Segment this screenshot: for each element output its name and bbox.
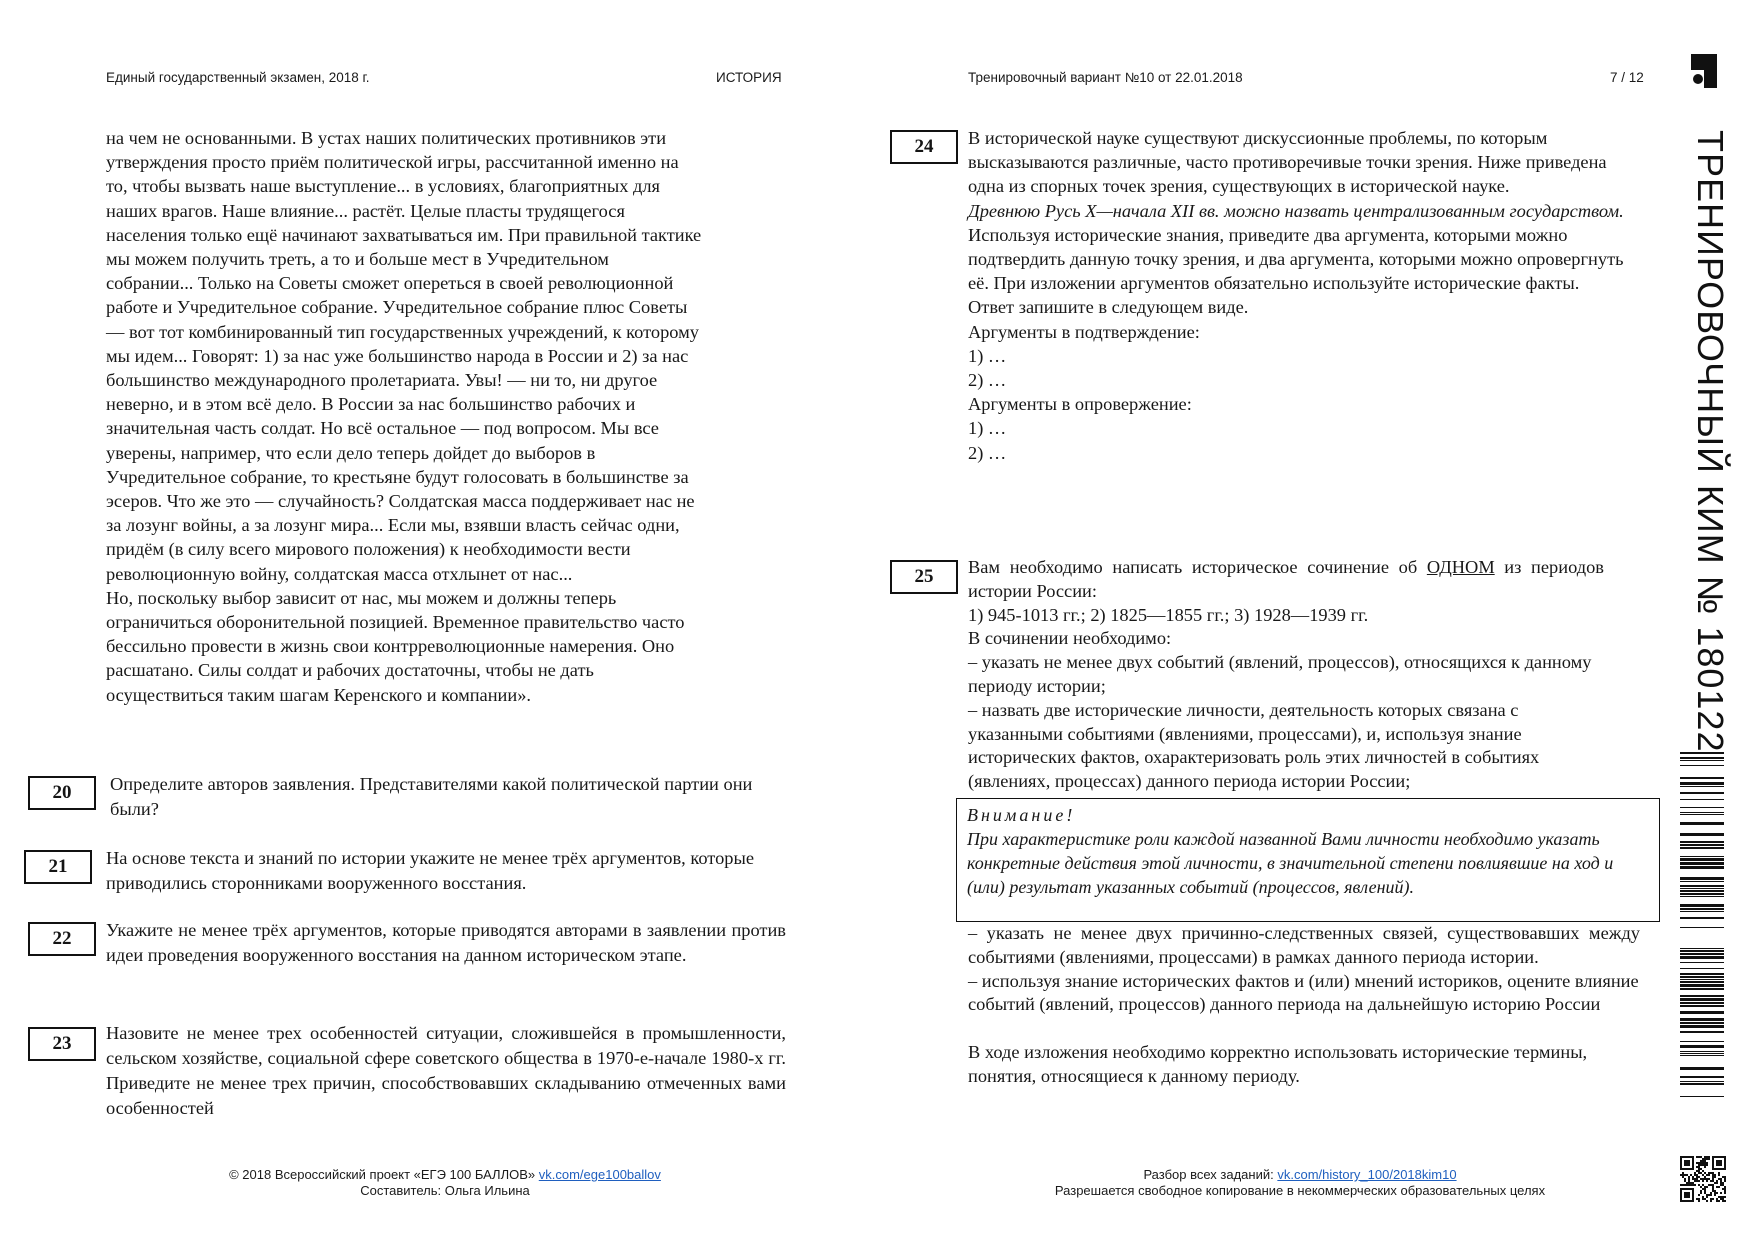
- question-25-number-box: 25: [890, 560, 958, 594]
- question-23-body: Назовите не менее трех особенностей ситуации, сложившейся в промышленности, сельском хозяйстве, социальной сфере советского общества в 1970-е-начале 1980-х гг. Приведите не менее трех причин, способствовавших складыванию отмеченных вами особенностей: [106, 1023, 786, 1118]
- question-22-body: Укажите не менее трёх аргументов, которые приводятся авторами в заявлении против идеи проведения вооруженного восстания на данном историческом этапе.: [106, 920, 786, 965]
- attention-note-box: [956, 798, 1660, 922]
- question-20-number-box: 20: [28, 776, 96, 810]
- source-line: значительная часть солдат. Но всё остальное — под вопросом. Мы все: [106, 418, 659, 439]
- footer-right-link[interactable]: vk.com/history_100/2018kim10: [1277, 1167, 1457, 1182]
- source-line: революционную войну, солдатская масса отхлынет от нас...: [106, 563, 573, 584]
- corner-marker-icon: [1690, 54, 1718, 90]
- question-25-intro-end: из периодов истории России:: [968, 557, 1604, 601]
- source-line: большинство международного пролетариата. Увы! — ни то, ни другое: [106, 370, 658, 391]
- source-line: неверно, и в этом всё дело. В России за нас большинство рабочих и: [106, 394, 636, 415]
- question-25-required: В сочинении необходимо:: [968, 628, 1172, 649]
- question-24-confirm-label: Аргументы в подтверждение:: [968, 321, 1200, 342]
- question-20-text: Определите авторов заявления. Представителями какой политической партии они были?: [110, 774, 753, 819]
- source-line: бессильно провести в жизнь свои контрреволюционные намерения. Оно: [106, 636, 675, 657]
- header-variant: Тренировочный вариант №10 от 22.01.2018: [968, 70, 1243, 85]
- header-exam-title: Единый государственный экзамен, 2018 г.: [106, 70, 370, 85]
- footer-left: [200, 1167, 690, 1199]
- question-25-closing: В ходе изложения необходимо корректно использовать исторические термины, понятия, относящиеся к данному периоду.: [968, 1042, 1588, 1086]
- source-line: Но, поскольку выбор зависит от нас, мы можем и должны теперь: [106, 587, 617, 608]
- footer-left-link[interactable]: vk.com/ege100ballov: [538, 1167, 661, 1182]
- question-25-periods: 1) 945-1013 гг.; 2) 1825—1855 гг.; 3) 1928—1939 гг.: [968, 604, 1369, 625]
- footer-right: [1020, 1167, 1580, 1199]
- question-25-continued: [968, 922, 1640, 1089]
- question-24-number-box: 24: [890, 130, 958, 164]
- question-22-text: [106, 918, 786, 968]
- attention-note-text: При характеристике роли каждой названной Вами личности необходимо указать конкретные действия этой личности, в значительной степени повлиявшие на ход и (или) результат указанных событий (процессов, явлений).: [967, 829, 1614, 897]
- source-line: населения только ещё начинают захватываться им. При правильной тактике: [106, 224, 702, 245]
- question-24-thesis: Древнюю Русь X—начала XII вв. можно назвать централизованным государством.: [968, 200, 1624, 221]
- source-line: за лозунг войны, а за лозунг мира... Если мы, взявши власть сейчас одни,: [106, 515, 680, 536]
- question-24-text: [968, 126, 1628, 465]
- question-24-intro: В исторической науке существуют дискуссионные проблемы, по которым высказываются различные, часто противоречивые точки зрения. Ниже приведена одна из спорных точек зрения, существующих в исторической науке.: [968, 128, 1607, 197]
- source-line: работе и Учредительное собрание. Учредительное собрание плюс Советы: [106, 297, 688, 318]
- question-22-number-box: 22: [28, 922, 96, 956]
- barcode-icon: [1680, 752, 1724, 1102]
- source-line: то, чтобы вызвать наше выступление... в условиях, благоприятных для: [106, 176, 660, 197]
- source-line: придём (в силу всего мирового положения) к необходимости вести: [106, 539, 631, 560]
- question-23-number-box: 23: [28, 1027, 96, 1061]
- question-24-task: Используя исторические знания, приведите два аргумента, которыми можно подтвердить данную точку зрения, и два аргумента, которыми можно опровергнуть её. При изложении аргументов обязательно используйте исторические факты.: [968, 224, 1624, 294]
- source-line: уверены, например, что если дело теперь дойдет до выборов в: [106, 442, 596, 463]
- attention-note-title: Внимание!: [967, 805, 1076, 825]
- source-line: на чем не основанными. В устах наших политических противников эти: [106, 128, 667, 148]
- source-line: утверждения просто приём политической игры, рассчитанной именно на: [106, 152, 679, 173]
- question-25-requirement-2: – назвать две исторические личности, деятельность которых связана с указанными событиями (явлениями, процессами), и, используя знание исторических фактов, охарактеризовать роль этих личностей в событиях (явлениях, процессах) данного периода истории России;: [968, 699, 1540, 792]
- footer-right-label: Разбор всех заданий:: [1143, 1167, 1274, 1182]
- question-24-refute-label: Аргументы в опровержение:: [968, 394, 1192, 415]
- source-line: — вот тот комбинированный тип государственных учреждений, к которому: [106, 321, 699, 342]
- question-24-confirm-item-2: 2) …: [968, 370, 1007, 391]
- question-24-refute-item-2: 2) …: [968, 442, 1007, 463]
- vertical-title: ТРЕНИРОВОЧНЫЙ КИМ № 180122: [1690, 130, 1731, 753]
- source-text: [106, 126, 796, 707]
- header-subject: ИСТОРИЯ: [716, 70, 782, 85]
- question-25-intro: Вам необходимо написать историческое сочинение об: [968, 557, 1418, 577]
- source-line: осуществиться таким шагам Керенского и компании».: [106, 684, 532, 705]
- question-24-confirm-item-1: 1) …: [968, 345, 1007, 366]
- footer-copyright: © 2018 Всероссийский проект «ЕГЭ 100 БАЛЛОВ»: [229, 1167, 536, 1182]
- source-line: мы можем получить треть, а то и больше мест в Учредительном: [106, 249, 609, 270]
- question-25-requirement-4: – используя знание исторических фактов и (или) мнений историков, оцените влияние событий (явлений, процессов) данного периода на дальнейшую историю России: [968, 970, 1639, 1015]
- source-line: мы идем... Говорят: 1) за нас уже большинство народа в России и 2) за нас: [106, 345, 689, 366]
- qr-code-icon: [1680, 1156, 1726, 1202]
- question-23-text: [106, 1021, 786, 1121]
- source-line: наших врагов. Наше влияние... растёт. Целые пласты трудящегося: [106, 200, 625, 221]
- question-24-refute-item-1: 1) …: [968, 418, 1007, 439]
- source-line: Учредительное собрание, то крестьяне будут голосовать в большинстве за: [106, 466, 689, 487]
- footer-license: Разрешается свободное копирование в некоммерческих образовательных целях: [1054, 1183, 1546, 1198]
- footer-author: Составитель: Ольга Ильина: [360, 1183, 530, 1198]
- question-25-intro-emphasis: ОДНОМ: [1426, 557, 1495, 577]
- source-line: ограничиться оборонительной позицией. Временное правительство часто: [106, 612, 685, 633]
- source-line: расшатано. Силы солдат и рабочих достаточны, чтобы не дать: [106, 660, 594, 681]
- question-21-number-box: 21: [24, 850, 92, 884]
- question-25-requirement-3: – указать не менее двух причинно-следственных связей, существовавших между событиями (явлениями, процессами) в рамках данного периода истории.: [968, 923, 1640, 967]
- question-25-requirement-1: – указать не менее двух событий (явлений, процессов), относящихся к данному периоду истории;: [968, 652, 1592, 696]
- question-24-answer-form: Ответ запишите в следующем виде.: [968, 297, 1249, 318]
- source-line: эсеров. Что же это — случайность? Солдатская масса поддерживает нас не: [106, 491, 695, 512]
- question-25-text: [968, 556, 1604, 794]
- source-line: собрании... Только на Советы сможет опереться в своей революционной: [106, 273, 674, 294]
- question-21-text: На основе текста и знаний по истории укажите не менее трёх аргументов, которые приводились сторонниками вооруженного восстания.: [106, 848, 754, 893]
- header-page-number: 7 / 12: [1610, 70, 1644, 85]
